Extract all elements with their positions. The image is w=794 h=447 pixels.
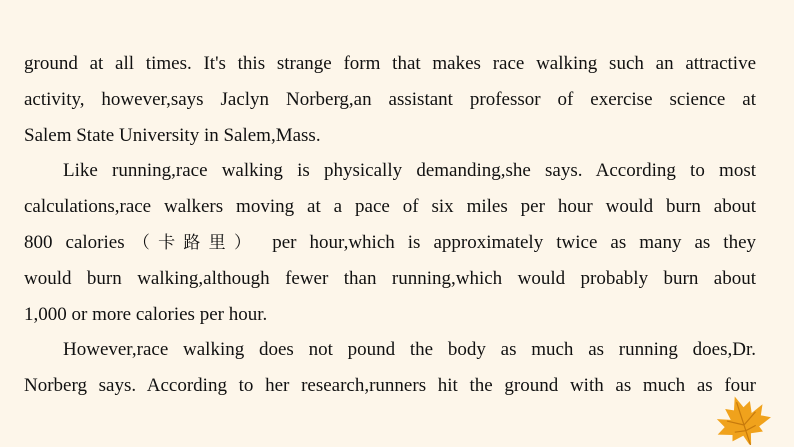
passage-line: activity, however,says Jaclyn Norberg,an assistant professor of exercise science at bbox=[24, 88, 756, 110]
passage-line: ground at all times. It's this strange form that makes race walking such an attractive bbox=[24, 53, 756, 74]
passage-text bbox=[24, 46, 756, 404]
passage-line: 800 calories（卡路里） per hour,which is approximately twice as many as they bbox=[24, 231, 757, 253]
passage-line: calculations,race walkers moving at a pace of six miles per hour would burn about bbox=[24, 196, 756, 218]
passage-line: However,race walking does not pound the body as much as running does,Dr. bbox=[63, 339, 756, 361]
cjk-gloss: （卡路里） bbox=[124, 232, 260, 253]
passage-line: would burn walking,although fewer than running,which would probably burn about bbox=[24, 267, 756, 289]
passage-line: Norberg says. According to her research,runners hit the ground with as much as four bbox=[24, 375, 756, 397]
maple-leaf-icon bbox=[700, 385, 786, 445]
passage-line: 1,000 or more calories per hour. bbox=[24, 303, 268, 325]
passage-line: Like running,race walking is physically demanding,she says. According to most bbox=[63, 160, 756, 182]
passage-line: Salem State University in Salem,Mass. bbox=[24, 124, 321, 146]
